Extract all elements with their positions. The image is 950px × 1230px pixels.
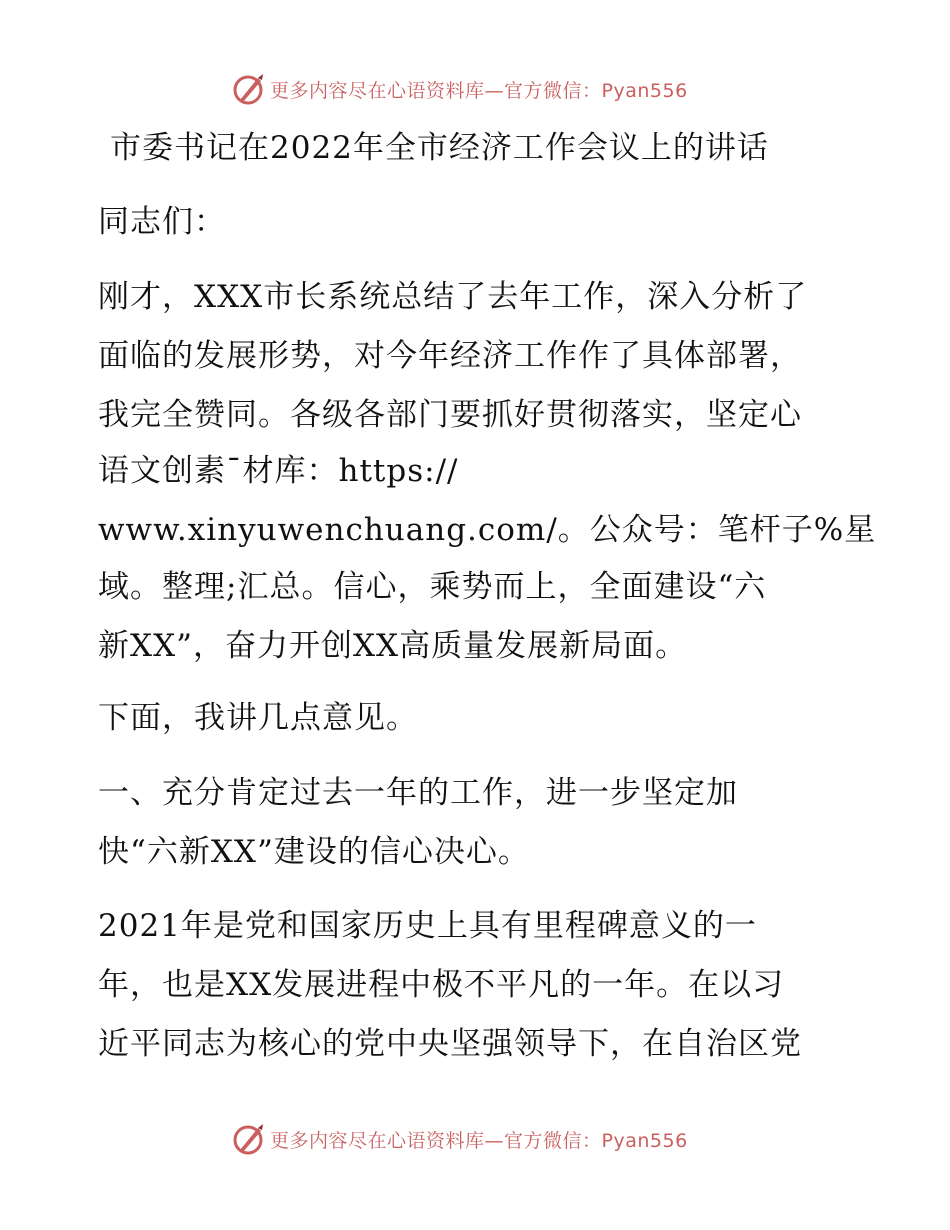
quill-pen-logo-icon [232, 72, 266, 106]
body-line: 面临的发展形势，对今年经济工作作了具体部署， [98, 338, 802, 374]
body-line: 年，也是XX发展进程中极不平凡的一年。在以习 [98, 967, 785, 1003]
body-line: 刚才，XXX市长系统总结了去年工作，深入分析了 [98, 279, 808, 315]
body-line: 2021年是党和国家历史上具有里程碑意义的一 [98, 908, 757, 944]
document-title: 市委书记在2022年全市经济工作会议上的讲话 [110, 130, 769, 166]
quill-pen-logo-icon [232, 1122, 266, 1156]
body-line: 域。整理;汇总。信心，乘势而上，全面建设“六 [98, 569, 767, 605]
body-line: 新XX”，奋力开创XX高质量发展新局面。 [98, 628, 688, 664]
body-line: www.xinyuwenchuang.com/。公众号：笔杆子%星 [98, 512, 877, 548]
top-banner [232, 72, 688, 106]
body-line: 语文创素¯材库：https:// [98, 453, 459, 489]
body-line: 下面，我讲几点意见。 [98, 700, 418, 736]
body-line: 我完全赞同。各级各部门要抓好贯彻落实，坚定心 [98, 397, 802, 433]
body-line: 同志们： [98, 204, 226, 240]
section-heading: 快“六新XX”建设的信心决心。 [98, 834, 530, 870]
banner-text: 更多内容尽在心语资料库—官方微信：Pyan556 [270, 79, 688, 102]
section-heading: 一、充分肯定过去一年的工作，进一步坚定加 [98, 775, 738, 811]
body-line: 近平同志为核心的党中央坚强领导下，在自治区党 [98, 1026, 802, 1062]
bottom-banner [232, 1122, 688, 1156]
banner-text: 更多内容尽在心语资料库—官方微信：Pyan556 [270, 1129, 688, 1152]
